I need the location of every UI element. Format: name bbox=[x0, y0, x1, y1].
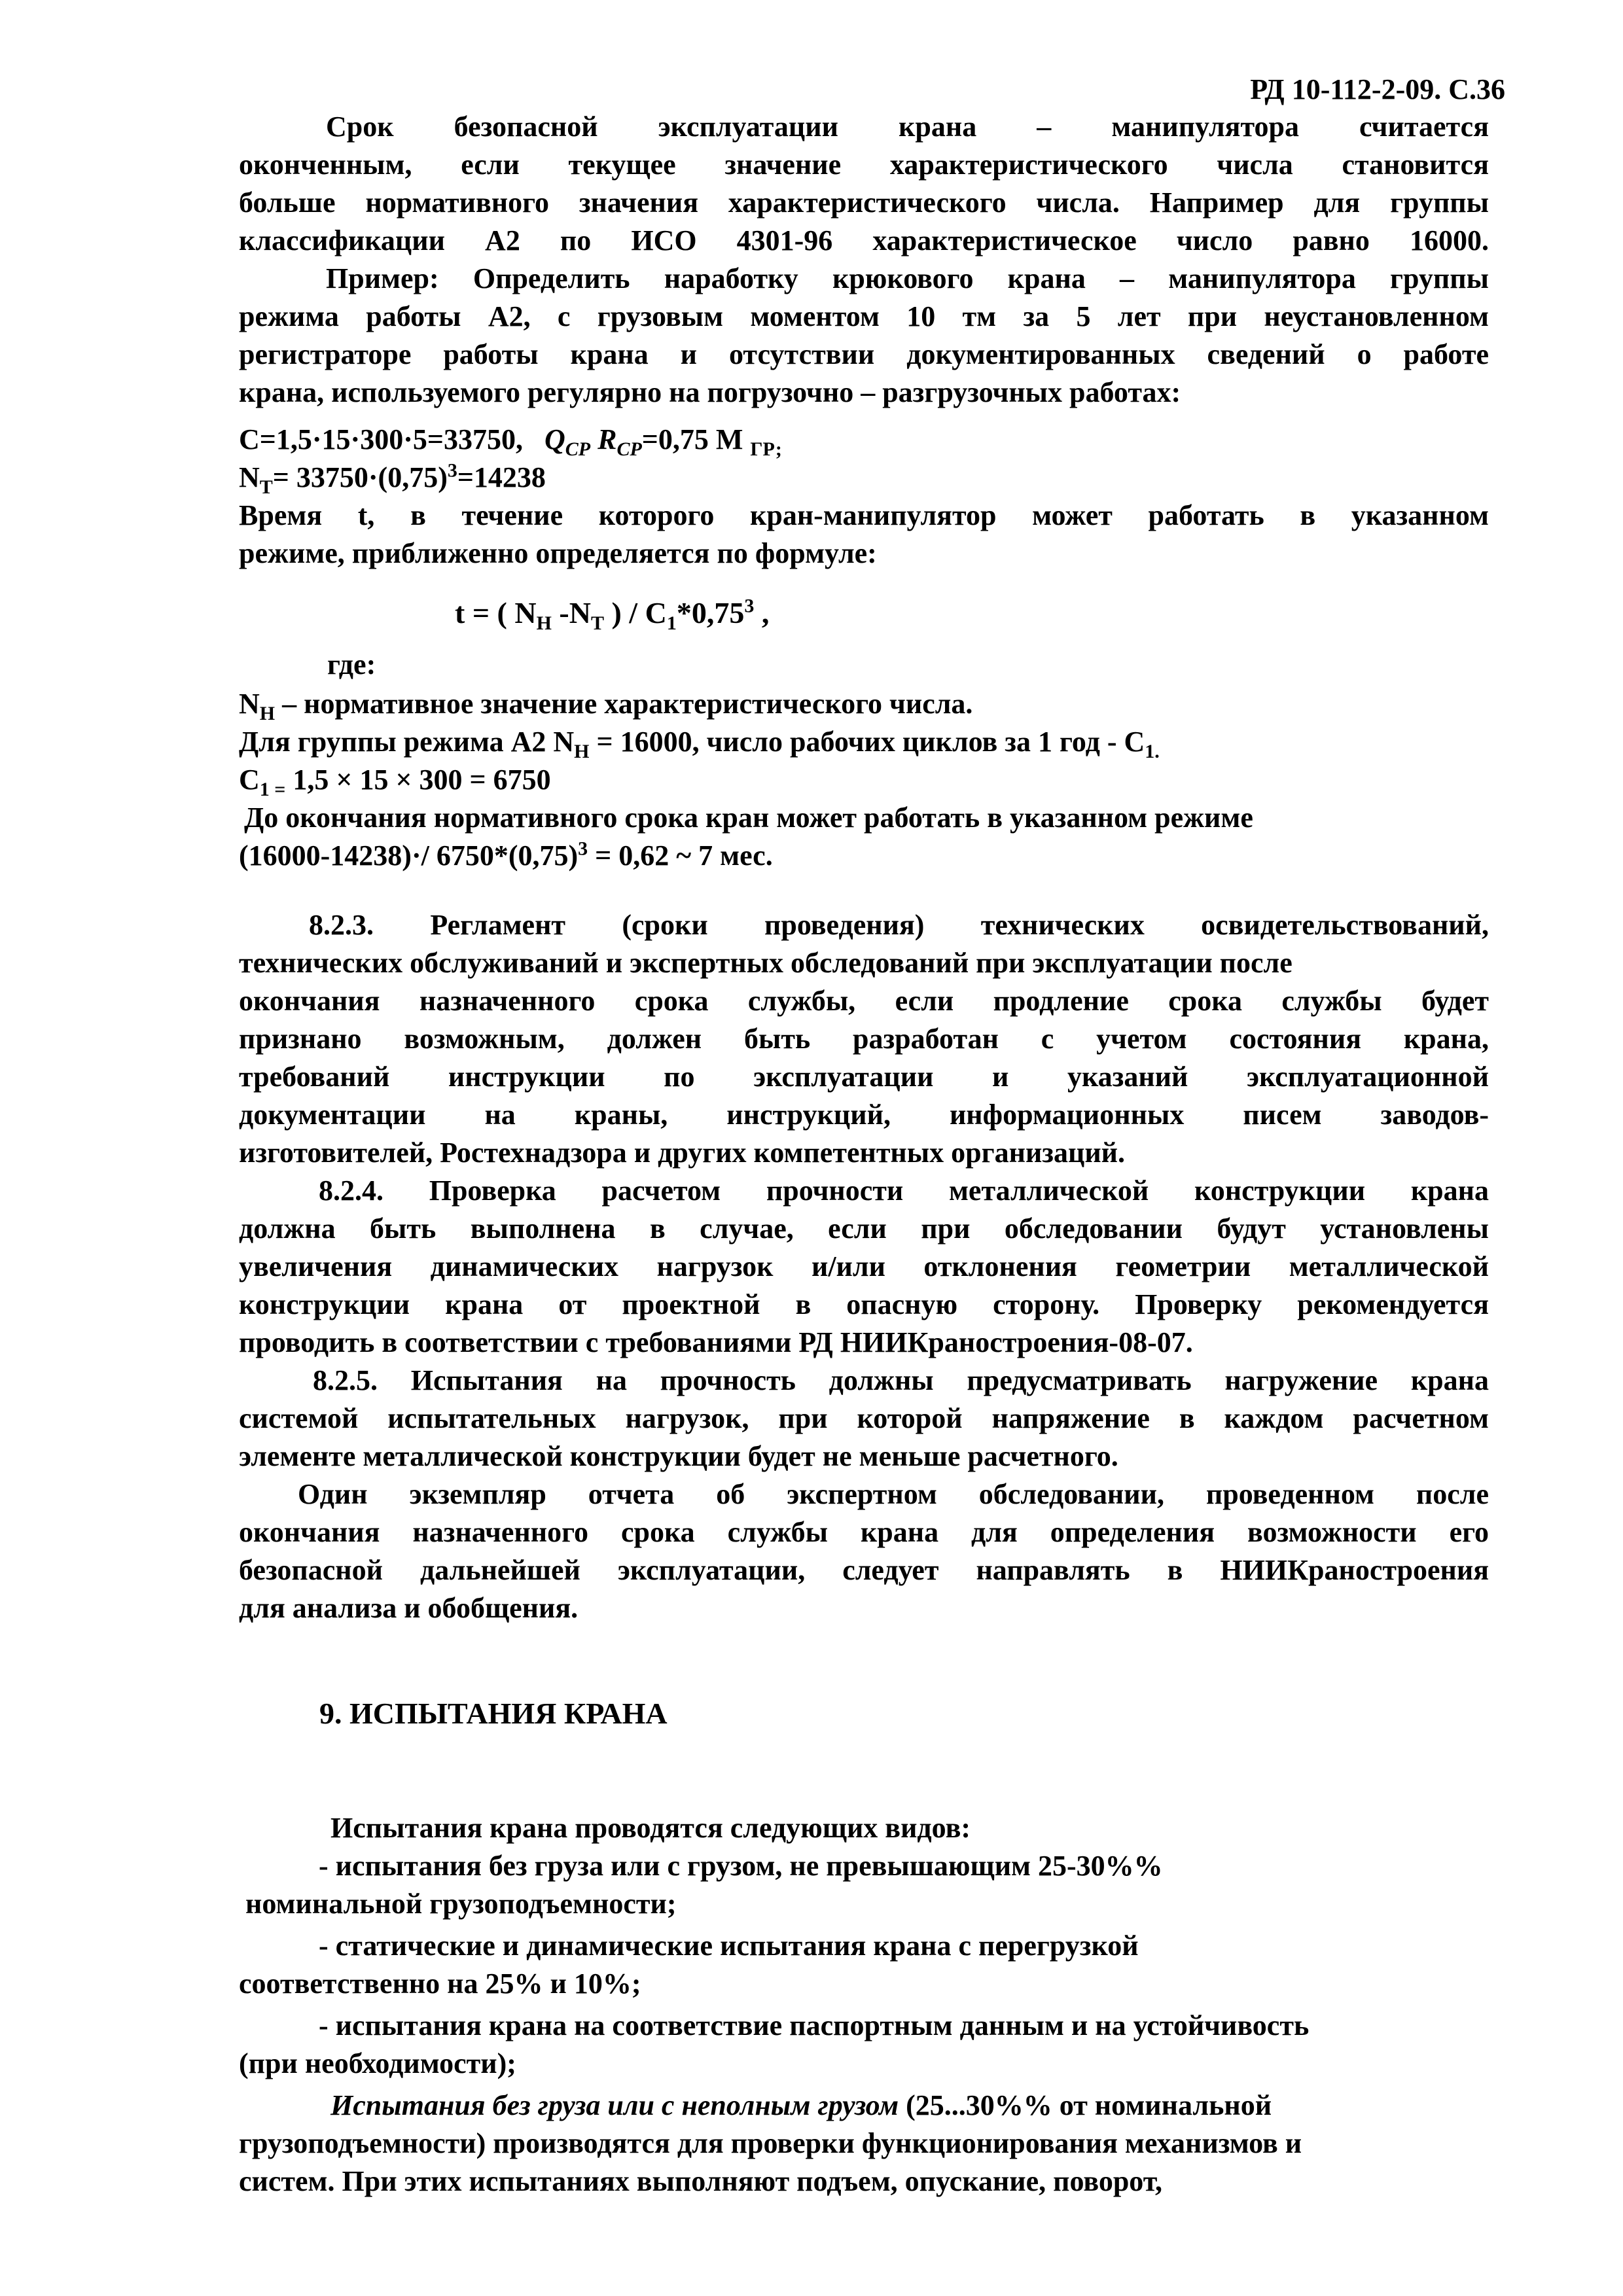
section-8-2-4 bbox=[239, 1172, 1489, 1362]
text-line: крана, используемого регулярно на погрузочно – разгрузочных работах: bbox=[239, 376, 1181, 408]
page-header-ref: РД 10-112-2-09. С.36 bbox=[1250, 73, 1505, 105]
paragraph-service-life bbox=[239, 108, 1489, 260]
text-line: оконченным, если текущее значение характеристического числа становится bbox=[239, 149, 1489, 181]
where-label: где: bbox=[327, 648, 376, 680]
formula-part: t = ( N bbox=[455, 596, 537, 629]
nh-text: – нормативное значение характеристического числа. bbox=[275, 688, 973, 720]
text-line: технических обслуживаний и экспертных обследований при эксплуатации после bbox=[239, 947, 1293, 979]
nh-definition bbox=[239, 685, 1489, 723]
tests-italic: Испытания без груза или с неполным грузом bbox=[330, 2089, 899, 2121]
nh-sub: H bbox=[259, 702, 276, 724]
text-line: До окончания нормативного срока кран может работать в указанном режиме bbox=[244, 802, 1253, 834]
nt-sub: T bbox=[259, 476, 273, 498]
end-calc-text: (16000-14238)·/ 6750*(0,75) bbox=[239, 839, 579, 872]
text-line: требований инструкции по эксплуатации и указаний эксплуатационной bbox=[239, 1061, 1489, 1093]
paragraph-report-copy bbox=[239, 1475, 1489, 1627]
text-line: изготовителей, Ростехнадзора и других компетентных организаций. bbox=[239, 1137, 1126, 1169]
chapter-heading: 9. ИСПЫТАНИЯ КРАНА bbox=[319, 1697, 668, 1730]
text-line: больше нормативного значения характеристического числа. Например для группы bbox=[239, 186, 1489, 219]
calculation-block bbox=[239, 421, 1489, 573]
calc-q-value: =0,75 М bbox=[641, 423, 743, 455]
text-line: Пример: Определить наработку крюкового крана – манипулятора группы bbox=[326, 262, 1489, 294]
nt-sup: 3 bbox=[447, 459, 457, 482]
text-line: конструкции крана от проектной в опасную сторону. Проверку рекомендуется bbox=[239, 1288, 1489, 1320]
group-sub: 1. bbox=[1145, 740, 1160, 762]
nt-result: =14238 bbox=[457, 461, 546, 493]
definitions-block bbox=[239, 685, 1489, 875]
paragraph-example bbox=[239, 260, 1489, 412]
text-line: Испытания крана проводятся следующих видов: bbox=[330, 1812, 971, 1844]
calc-q-unit: ГР; bbox=[750, 438, 782, 460]
text-line: грузоподъемности) производятся для проверки функционирования механизмов и bbox=[239, 2127, 1302, 2159]
calc-line-c bbox=[239, 421, 1489, 459]
c1-text: 1,5 × 15 × 300 = 6750 bbox=[285, 764, 551, 796]
c1-symbol: С bbox=[239, 764, 260, 796]
formula-part: *0,75 bbox=[676, 596, 745, 629]
nt-mid: = 33750·(0,75) bbox=[272, 461, 448, 493]
section-8-2-3 bbox=[239, 906, 1489, 1172]
text-line: Время t, в течение которого кран-манипулятор может работать в указанном bbox=[239, 499, 1489, 531]
group-text: Для группы режима А2 N bbox=[239, 726, 575, 758]
group-sub: H bbox=[574, 740, 590, 762]
c1-line bbox=[239, 761, 1489, 799]
calc-q-symbol: Q bbox=[544, 423, 565, 455]
formula-sub: T bbox=[590, 612, 604, 635]
c1-sub: 1 = bbox=[259, 778, 286, 800]
text-line: регистраторе работы крана и отсутствии документированных сведений о работе bbox=[239, 338, 1489, 370]
text-line: 8.2.5. Испытания на прочность должны предусматривать нагружение крана bbox=[313, 1364, 1489, 1396]
calc-line-nt bbox=[239, 459, 1489, 497]
end-calc-line bbox=[239, 837, 1489, 875]
text-line: Один экземпляр отчета об экспертном обследовании, проведенном после bbox=[298, 1478, 1489, 1510]
bullet-line: - испытания крана на соответствие паспортным данным и на устойчивость bbox=[319, 2009, 1310, 2041]
end-calc-result: = 0,62 ~ 7 мес. bbox=[588, 839, 773, 872]
group-text: = 16000, число рабочих циклов за 1 год - С bbox=[589, 726, 1145, 758]
text-line: окончания назначенного срока службы крана для определения возможности его bbox=[239, 1516, 1489, 1548]
text-line: 8.2.3. Регламент (сроки проведения) технических освидетельствований, bbox=[309, 909, 1489, 941]
text-line: должна быть выполнена в случае, если при обследовании будут установлены bbox=[239, 1212, 1489, 1245]
group-line bbox=[239, 723, 1489, 761]
tests-rest: (25...30%% от номинальной bbox=[899, 2089, 1272, 2121]
bullet-cont: соответственно на 25% и 10%; bbox=[239, 1968, 641, 2000]
text-line: системой испытательных нагрузок, при которой напряжение в каждом расчетном bbox=[239, 1402, 1489, 1434]
text-line: увеличения динамических нагрузок и/или отклонения геометрии металлической bbox=[239, 1250, 1489, 1282]
formula-part: -N bbox=[551, 596, 591, 629]
section-8-2-5 bbox=[239, 1362, 1489, 1475]
nt-symbol: N bbox=[239, 461, 260, 493]
nh-symbol: N bbox=[239, 688, 260, 720]
text-line: режима работы А2, с грузовым моментом 10 тм за 5 лет при неустановленном bbox=[239, 300, 1489, 332]
text-line: элементе металлической конструкции будет не меньше расчетного. bbox=[239, 1440, 1118, 1472]
text-line: Срок безопасной эксплуатации крана – манипулятора считается bbox=[326, 111, 1489, 143]
text-line: 8.2.4. Проверка расчетом прочности металлической конструкции крана bbox=[319, 1174, 1489, 1207]
text-line: окончания назначенного срока службы, если продление срока службы будет bbox=[239, 985, 1489, 1017]
text-line: для анализа и обобщения. bbox=[239, 1592, 579, 1624]
calc-r-sub: CP bbox=[616, 438, 642, 460]
text-line: признано возможным, должен быть разработан с учетом состояния крана, bbox=[239, 1023, 1489, 1055]
bullet-line: - испытания без груза или с грузом, не превышающим 25-30%% bbox=[319, 1850, 1163, 1882]
formula-sub: 1 bbox=[666, 612, 677, 635]
formula-sup: 3 bbox=[744, 595, 755, 617]
formula-part: ) / C bbox=[603, 596, 667, 629]
formula-sub: H bbox=[536, 612, 552, 635]
calc-c-text: C=1,5·15·300·5=33750, bbox=[239, 423, 523, 455]
bullet-cont: (при необходимости); bbox=[239, 2047, 516, 2079]
chapter9-body bbox=[239, 1809, 1489, 2200]
text-line: режиме, приближенно определяется по формуле: bbox=[239, 537, 877, 569]
tests-para-line bbox=[239, 2087, 1489, 2125]
formula-part: , bbox=[754, 596, 770, 629]
text-line: документации на краны, инструкций, информационных писем заводов- bbox=[239, 1099, 1489, 1131]
bullet-cont: номинальной грузоподъемности; bbox=[245, 1888, 677, 1920]
formula-time bbox=[455, 594, 770, 635]
text-line: классификации А2 по ИСО 4301-96 характеристическое число равно 16000. bbox=[239, 224, 1489, 256]
text-line: безопасной дальнейшей эксплуатации, следует направлять в НИИКраностроения bbox=[239, 1554, 1489, 1586]
bullet-line: - статические и динамические испытания крана с перегрузкой bbox=[319, 1930, 1139, 1962]
text-line: систем. При этих испытаниях выполняют подъем, опускание, поворот, bbox=[239, 2165, 1163, 2197]
calc-r-symbol: R bbox=[597, 423, 617, 455]
text-line: проводить в соответствии с требованиями РД НИИКраностроения-08-07. bbox=[239, 1326, 1193, 1358]
calc-q-sub: CP bbox=[565, 438, 591, 460]
end-calc-sup: 3 bbox=[578, 838, 588, 860]
